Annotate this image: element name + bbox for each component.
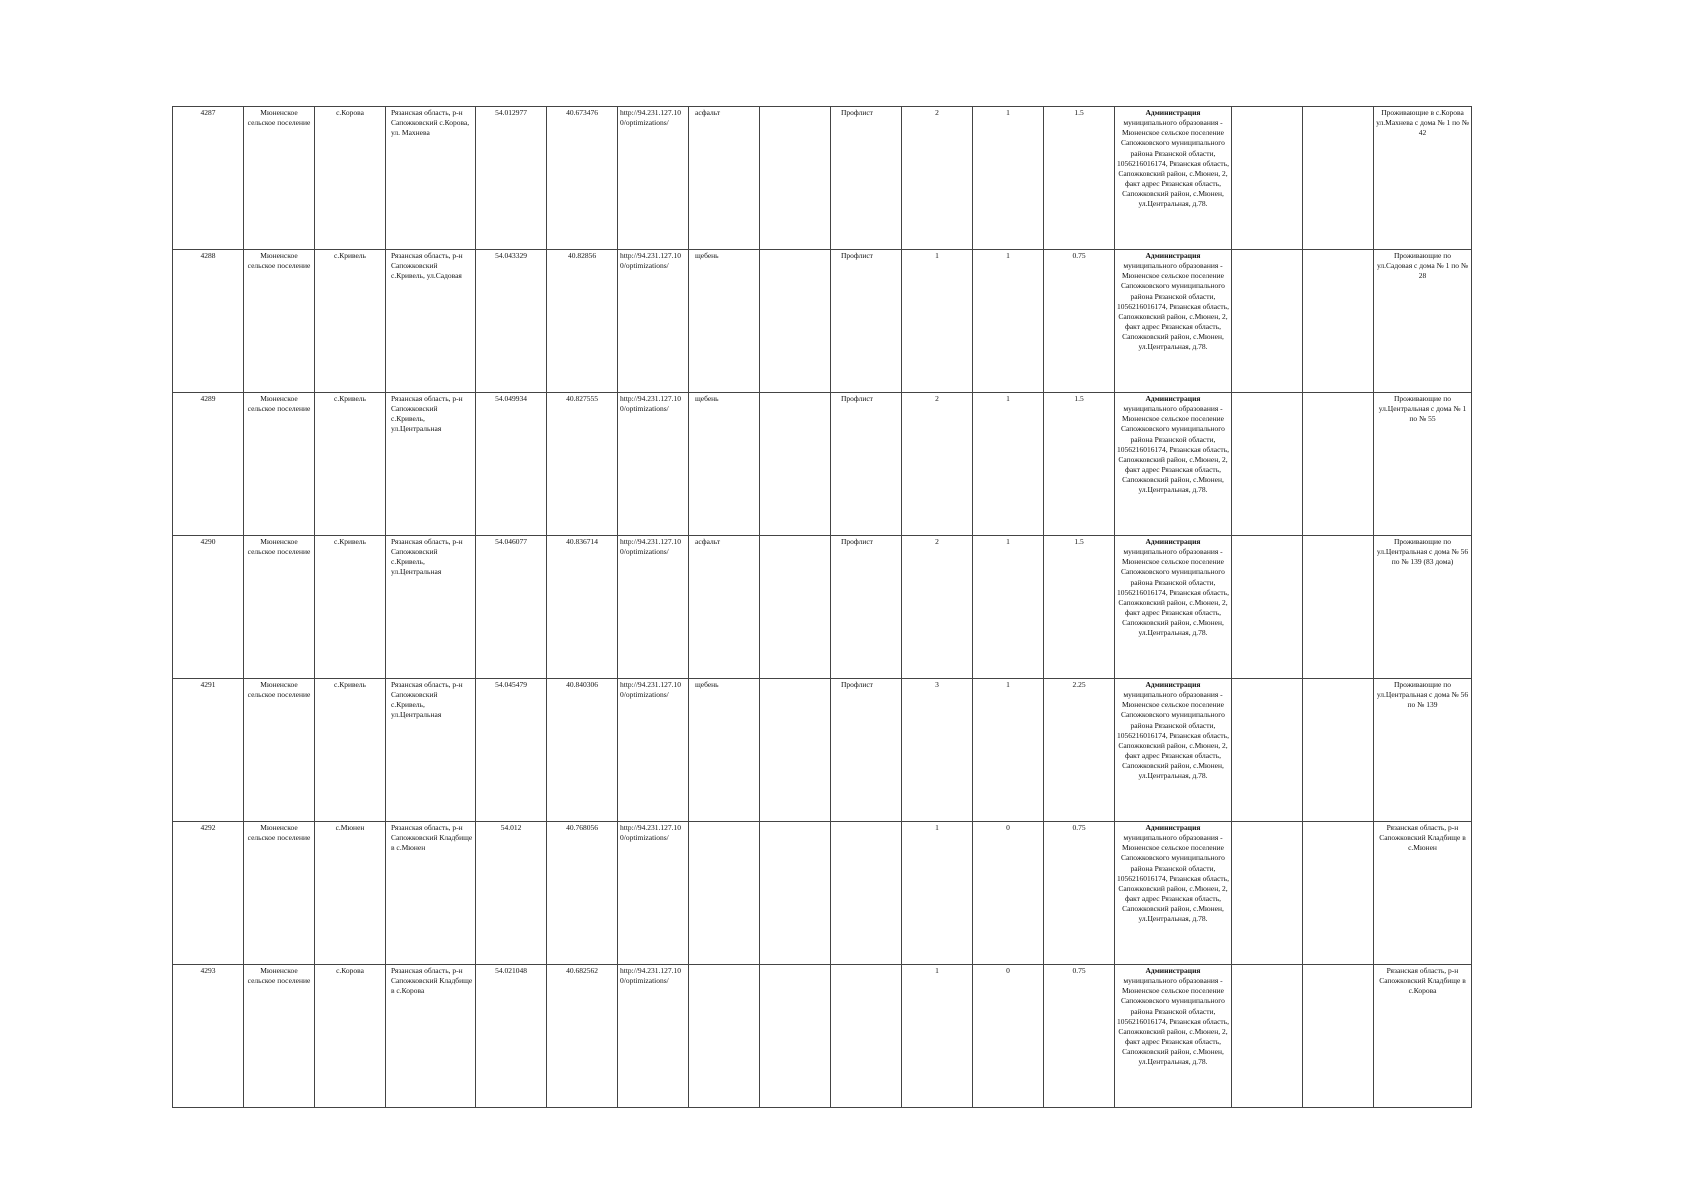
url-cell: http://94.231.127.10 0/optimizations/: [618, 679, 689, 822]
container-count-cell: 2: [902, 393, 973, 536]
owner-details: муниципального образования - Мюненское сельское поселение Сапожковского муниципального района Рязанской области, 1056216016174, Рязанская область, Сапожковский район, с.Мюнен, 2, факт адрес Рязанская область, Сапожковский район, с.Мюнен, ул.Центральная, д.78.: [1117, 118, 1230, 209]
url-cell: http://94.231.127.10 0/optimizations/: [618, 822, 689, 965]
url-cell: http://94.231.127.10 0/optimizations/: [618, 107, 689, 250]
settlement-cell: Мюненское сельское поселение: [244, 965, 315, 1108]
registry-table: [172, 106, 1472, 1108]
table-row: [173, 393, 1472, 536]
owner-title: Администрация: [1145, 108, 1201, 117]
waste-sources-cell: Проживающие в с.Корова ул.Махнева с дома № 1 по № 42: [1374, 107, 1472, 250]
owner-title: Администрация: [1145, 537, 1201, 546]
address-cell: Рязанская область, р-н Сапожковский с.Кривель, ул.Центральная: [386, 393, 476, 536]
capacity-cell: 0.75: [1044, 965, 1115, 1108]
waste-sources-cell: Проживающие по ул.Центральная с дома № 1 по № 55: [1374, 393, 1472, 536]
cover-type-cell: асфальт: [689, 536, 760, 679]
owner-title: Администрация: [1145, 251, 1201, 260]
empty-cell: [1303, 822, 1374, 965]
capacity-cell: 0.75: [1044, 822, 1115, 965]
url-cell: http://94.231.127.10 0/optimizations/: [618, 250, 689, 393]
id-cell: 4292: [173, 822, 244, 965]
container-count-cell: 2: [902, 536, 973, 679]
owner-title: Администрация: [1145, 680, 1201, 689]
base-type-cell: [831, 965, 902, 1108]
owner-cell: [1115, 679, 1232, 822]
address-cell: Рязанская область, р-н Сапожковский с.Кривель, ул.Центральная: [386, 536, 476, 679]
cover-type-cell: щебень: [689, 393, 760, 536]
id-cell: 4293: [173, 965, 244, 1108]
locality-cell: с.Корова: [315, 107, 386, 250]
waste-sources-cell: Проживающие по ул.Центральная с дома № 56 по № 139: [1374, 679, 1472, 822]
owner-cell: [1115, 536, 1232, 679]
empty-cell: [760, 679, 831, 822]
id-cell: 4287: [173, 107, 244, 250]
locality-cell: с.Мюнен: [315, 822, 386, 965]
latitude-cell: 54.012: [476, 822, 547, 965]
address-cell: Рязанская область, р-н Сапожковский с.Кривель, ул.Садовая: [386, 250, 476, 393]
settlement-cell: Мюненское сельское поселение: [244, 822, 315, 965]
table-body: [173, 107, 1472, 1108]
table-row: [173, 822, 1472, 965]
empty-cell: [760, 822, 831, 965]
empty-cell: [760, 393, 831, 536]
id-cell: 4291: [173, 679, 244, 822]
cover-type-cell: [689, 822, 760, 965]
owner-details: муниципального образования - Мюненское сельское поселение Сапожковского муниципального района Рязанской области, 1056216016174, Рязанская область, Сапожковский район, с.Мюнен, 2, факт адрес Рязанская область, Сапожковский район, с.Мюнен, ул.Центральная, д.78.: [1117, 547, 1230, 638]
container-count-cell: 1: [902, 965, 973, 1108]
id-cell: 4290: [173, 536, 244, 679]
longitude-cell: 40.673476: [547, 107, 618, 250]
capacity-cell: 0.75: [1044, 250, 1115, 393]
settlement-cell: Мюненское сельское поселение: [244, 393, 315, 536]
owner-title: Администрация: [1145, 823, 1201, 832]
locality-cell: с.Кривель: [315, 536, 386, 679]
url-cell: http://94.231.127.10 0/optimizations/: [618, 393, 689, 536]
base-type-cell: Профлист: [831, 107, 902, 250]
base-type-cell: [831, 822, 902, 965]
owner-cell: [1115, 965, 1232, 1108]
locality-cell: с.Корова: [315, 965, 386, 1108]
base-type-cell: Профлист: [831, 250, 902, 393]
locality-cell: с.Кривель: [315, 250, 386, 393]
address-cell: Рязанская область, р-н Сапожковский Кладбище в с.Мюнен: [386, 822, 476, 965]
empty-cell: [1303, 679, 1374, 822]
base-type-cell: Профлист: [831, 536, 902, 679]
volume-cell: 1: [973, 536, 1044, 679]
url-cell: http://94.231.127.10 0/optimizations/: [618, 536, 689, 679]
latitude-cell: 54.049934: [476, 393, 547, 536]
empty-cell: [1303, 393, 1374, 536]
address-cell: Рязанская область, р-н Сапожковский Кладбище в с.Корова: [386, 965, 476, 1108]
owner-details: муниципального образования - Мюненское сельское поселение Сапожковского муниципального района Рязанской области, 1056216016174, Рязанская область, Сапожковский район, с.Мюнен, 2, факт адрес Рязанская область, Сапожковский район, с.Мюнен, ул.Центральная, д.78.: [1117, 833, 1230, 924]
waste-sources-cell: Проживающие по ул.Центральная с дома № 56 по № 139 (83 дома): [1374, 536, 1472, 679]
capacity-cell: 1.5: [1044, 536, 1115, 679]
volume-cell: 1: [973, 107, 1044, 250]
empty-cell: [1303, 107, 1374, 250]
settlement-cell: Мюненское сельское поселение: [244, 536, 315, 679]
volume-cell: 0: [973, 822, 1044, 965]
longitude-cell: 40.768056: [547, 822, 618, 965]
id-cell: 4289: [173, 393, 244, 536]
latitude-cell: 54.046077: [476, 536, 547, 679]
latitude-cell: 54.021048: [476, 965, 547, 1108]
container-count-cell: 1: [902, 250, 973, 393]
owner-cell: [1115, 393, 1232, 536]
empty-cell: [1303, 250, 1374, 393]
empty-cell: [1303, 965, 1374, 1108]
container-count-cell: 3: [902, 679, 973, 822]
latitude-cell: 54.043329: [476, 250, 547, 393]
id-cell: 4288: [173, 250, 244, 393]
cover-type-cell: щебень: [689, 679, 760, 822]
empty-cell: [1232, 393, 1303, 536]
address-cell: Рязанская область, р-н Сапожковский с.Корова, ул. Махнева: [386, 107, 476, 250]
waste-sources-cell: Рязанская область, р-н Сапожковский Кладбище в с.Мюнен: [1374, 822, 1472, 965]
empty-cell: [1232, 965, 1303, 1108]
volume-cell: 1: [973, 393, 1044, 536]
address-cell: Рязанская область, р-н Сапожковский с.Кривель, ул.Центральная: [386, 679, 476, 822]
owner-details: муниципального образования - Мюненское сельское поселение Сапожковского муниципального района Рязанской области, 1056216016174, Рязанская область, Сапожковский район, с.Мюнен, 2, факт адрес Рязанская область, Сапожковский район, с.Мюнен, ул.Центральная, д.78.: [1117, 976, 1230, 1067]
empty-cell: [1232, 822, 1303, 965]
table-row: [173, 250, 1472, 393]
cover-type-cell: [689, 965, 760, 1108]
empty-cell: [760, 965, 831, 1108]
settlement-cell: Мюненское сельское поселение: [244, 679, 315, 822]
longitude-cell: 40.836714: [547, 536, 618, 679]
owner-cell: [1115, 250, 1232, 393]
latitude-cell: 54.045479: [476, 679, 547, 822]
empty-cell: [1303, 536, 1374, 679]
owner-title: Администрация: [1145, 966, 1201, 975]
waste-sources-cell: Рязанская область, р-н Сапожковский Кладбище в с.Корова: [1374, 965, 1472, 1108]
owner-details: муниципального образования - Мюненское сельское поселение Сапожковского муниципального района Рязанской области, 1056216016174, Рязанская область, Сапожковский район, с.Мюнен, 2, факт адрес Рязанская область, Сапожковский район, с.Мюнен, ул.Центральная, д.78.: [1117, 261, 1230, 352]
table-row: [173, 679, 1472, 822]
volume-cell: 1: [973, 679, 1044, 822]
empty-cell: [1232, 250, 1303, 393]
settlement-cell: Мюненское сельское поселение: [244, 107, 315, 250]
empty-cell: [1232, 107, 1303, 250]
longitude-cell: 40.82856: [547, 250, 618, 393]
capacity-cell: 1.5: [1044, 107, 1115, 250]
capacity-cell: 1.5: [1044, 393, 1115, 536]
empty-cell: [760, 107, 831, 250]
locality-cell: с.Кривель: [315, 679, 386, 822]
latitude-cell: 54.012977: [476, 107, 547, 250]
empty-cell: [760, 250, 831, 393]
locality-cell: с.Кривель: [315, 393, 386, 536]
url-cell: http://94.231.127.10 0/optimizations/: [618, 965, 689, 1108]
longitude-cell: 40.682562: [547, 965, 618, 1108]
base-type-cell: Профлист: [831, 679, 902, 822]
cover-type-cell: асфальт: [689, 107, 760, 250]
owner-title: Администрация: [1145, 394, 1201, 403]
table-row: [173, 965, 1472, 1108]
longitude-cell: 40.827555: [547, 393, 618, 536]
waste-sources-cell: Проживающие по ул.Садовая с дома № 1 по № 28: [1374, 250, 1472, 393]
table-row: [173, 107, 1472, 250]
longitude-cell: 40.840306: [547, 679, 618, 822]
volume-cell: 0: [973, 965, 1044, 1108]
empty-cell: [1232, 536, 1303, 679]
owner-details: муниципального образования - Мюненское сельское поселение Сапожковского муниципального района Рязанской области, 1056216016174, Рязанская область, Сапожковский район, с.Мюнен, 2, факт адрес Рязанская область, Сапожковский район, с.Мюнен, ул.Центральная, д.78.: [1117, 404, 1230, 495]
cover-type-cell: щебень: [689, 250, 760, 393]
container-count-cell: 1: [902, 822, 973, 965]
table-row: [173, 536, 1472, 679]
volume-cell: 1: [973, 250, 1044, 393]
empty-cell: [1232, 679, 1303, 822]
owner-cell: [1115, 107, 1232, 250]
capacity-cell: 2.25: [1044, 679, 1115, 822]
owner-details: муниципального образования - Мюненское сельское поселение Сапожковского муниципального района Рязанской области, 1056216016174, Рязанская область, Сапожковский район, с.Мюнен, 2, факт адрес Рязанская область, Сапожковский район, с.Мюнен, ул.Центральная, д.78.: [1117, 690, 1230, 781]
base-type-cell: Профлист: [831, 393, 902, 536]
empty-cell: [760, 536, 831, 679]
settlement-cell: Мюненское сельское поселение: [244, 250, 315, 393]
owner-cell: [1115, 822, 1232, 965]
container-count-cell: 2: [902, 107, 973, 250]
